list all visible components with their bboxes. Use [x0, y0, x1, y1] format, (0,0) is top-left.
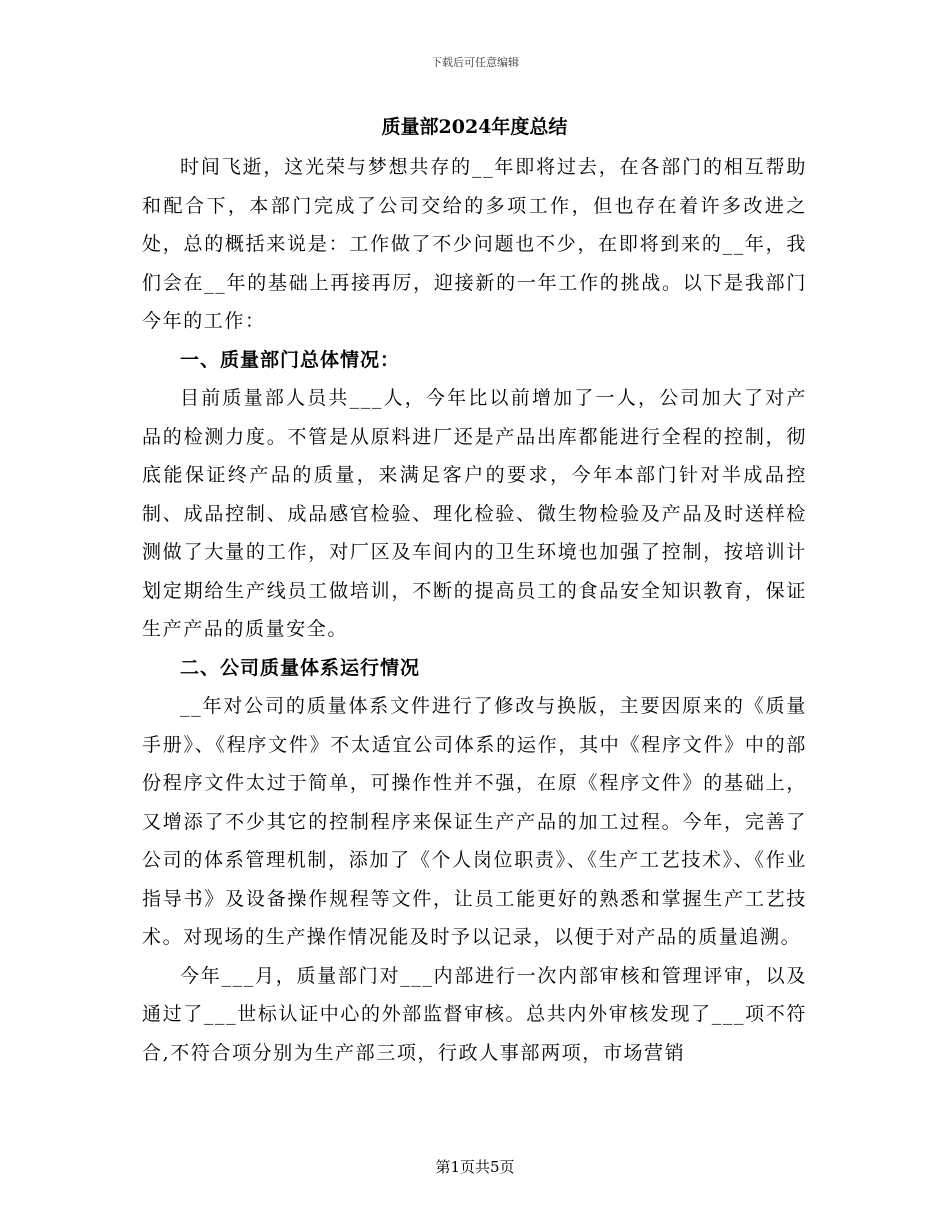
intro-paragraph: 时间飞逝，这光荣与梦想共存的__年即将过去，在各部门的相互帮助和配合下，本部门完成了公司交给的多项工作，但也存在着许多改进之处，总的概括来说是：工作做了不少问题也不少，在即将到来的__年，我们会在__年的基础上再接再厉，迎接新的一年工作的挑战。以下是我部门今年的工作：: [142, 156, 807, 332]
quality-system-paragraph: __年对公司的质量体系文件进行了修改与换版，主要因原来的《质量手册》、《程序文件》不太适宜公司体系的运作，其中《程序文件》中的部份程序文件太过于简单，可操作性并不强，在原《程序文件》的基础上，又增添了不少其它的控制程序来保证生产产品的加工过程。今年，完善了公司的体系管理机制，添加了《个人岗位职责》、《生产工艺技术》、《作业指导书》及设备操作规程等文件，让员工能更好的熟悉和掌握生产工艺技术。对现场的生产操作情况能及时予以记录，以便于对产品的质量追溯。: [142, 695, 807, 948]
audit-paragraph: 今年___月，质量部门对___内部进行一次内部审核和管理评审，以及通过了___世标认证中心的外部监督审核。总共内外审核发现了___项不符合,不符合项分别为生产部三项，行政人事部两项，市场营销: [142, 964, 807, 1064]
section-heading-quality-system: 二、公司质量体系运行情况: [180, 656, 421, 679]
document-title: 质量部2024年度总结: [381, 116, 568, 138]
section-heading-overview: 一、质量部门总体情况：: [180, 348, 401, 371]
page-footer: 第1页共5页: [435, 1158, 515, 1176]
header-note: 下载后可任意编辑: [431, 56, 519, 69]
overview-paragraph: 目前质量部人员共___人，今年比以前增加了一人，公司加大了对产品的检测力度。不管是从原料进厂还是产品出库都能进行全程的控制，彻底能保证终产品的质量，来满足客户的要求，今年本部门针对半成品控制、成品控制、成品感官检验、理化检验、微生物检验及产品及时送样检测做了大量的工作，对厂区及车间内的卫生环境也加强了控制，按培训计划定期给生产线员工做培训，不断的提高员工的食品安全知识教育，保证生产产品的质量安全。: [142, 387, 807, 640]
document-body: [142, 110, 807, 1072]
